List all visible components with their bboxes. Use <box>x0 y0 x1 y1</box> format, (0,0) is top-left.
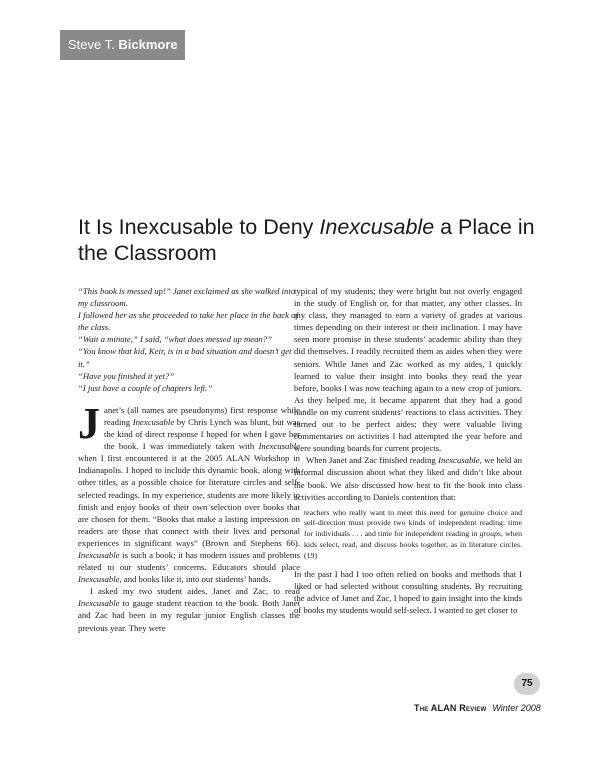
journal-name: The ALAN Review <box>414 703 487 713</box>
author-last-name: Bickmore <box>118 37 178 52</box>
dialogue-line: “This book is messed up!” Janet exclaimed as she walked into my classroom. <box>78 286 296 309</box>
issue-date: Winter 2008 <box>492 703 541 713</box>
article-title <box>78 214 548 266</box>
dialogue-line: “Have you finished it yet?” <box>78 370 175 381</box>
body-paragraph: typical of my students; they were bright but not overly engaged in the study of English or, for that matter, any other classes. In my class, they managed to earn a variety of grades at various times depending on their interest or their inclination. I may have seen more promise in these students’ academic ability than they did themselves. I readily recruited them as aides when they were seniors. While Janet and Zac worked as my aides, I quickly learned to value their insight into books they read the year before, books I was now teaching again to a new crop of juniors. As they helped me, it became apparent that they had a good handle on my current students’ reactions to class activities. They turned out to be perfect aides; they were valuable living commentaries on activities I had attempted the year before and were sounding boards for current projects. <box>294 286 522 454</box>
body-paragraph: Janet’s (all names are pseudonyms) first response while reading Inexcusable by Chris Lynch was blunt, but was the kind of direct response I hoped for when I gave her the book. I was immediately taken with Inexcusable when I first encountered it at the 2005 ALAN Workshop in Indianapolis. I hoped to include this dynamic book, along with other titles, as a possible choice for literature circles and self-selected readings. In my experience, students are more likely to finish and enjoy books of their own selection over books that are chosen for them. “Books that make a lasting impression on readers are those that connect with their lives and personal experiences in significant ways” (Brown and Stephens 66). Inexcusable is such a book; it has modern issues and problems related to our students’ concerns. Educators should place Inexcusable, and books like it, into our students’ hands. <box>78 398 300 585</box>
title-part1: It Is Inexcusable to Deny <box>78 215 320 239</box>
author-bar <box>60 30 185 60</box>
right-column <box>294 285 522 616</box>
dialogue-line: “Wait a minute,” I said, “what does messed up mean?” <box>78 334 272 345</box>
running-footer <box>414 703 544 713</box>
title-part2: a Place in the Classroom <box>78 215 535 265</box>
body-paragraph: In the past I had I too often relied on books and methods that I liked or had selected without consulting students. By recruiting the advice of Janet and Zac, I hoped to gain insight into the kinds of books my students would self-select. I wanted to get closer to <box>294 568 522 615</box>
dialogue-line: “You know that kid, Keir, is in a bad situation and doesn’t get it.” <box>78 346 292 369</box>
dialogue-line: I followed her as she proceeded to take her place in the back of the class. <box>78 310 298 333</box>
body-paragraph: When Janet and Zac finished reading Inexcusable, we held an informal discussion about what they liked and didn’t like about the book. We also discussed how best to fit the book into class activities according to Daniels contention that: <box>294 455 522 502</box>
left-column <box>78 285 300 634</box>
page-number: 75 <box>514 673 540 695</box>
opening-dialogue <box>78 285 300 394</box>
body-paragraph: I asked my two student aides, Janet and Zac, to read Inexcusable to gauge student reaction to the book. Both Janet and Zac had been in my regular junior English classes the previous year. They were <box>78 586 300 633</box>
dialogue-line: “I just have a couple of chapters left.” <box>78 382 213 393</box>
author-first-name: Steve T. <box>68 37 115 52</box>
block-quote: teachers who really want to meet this need for genuine choice and self-direction must provide two kinds of independent reading: time for individuals . . . and time for independent reading in groups, when kids select, read, and discuss books together, as in literature circles. (19) <box>304 507 522 560</box>
title-italic: Inexcusable <box>319 215 435 239</box>
drop-cap: J <box>78 398 100 448</box>
